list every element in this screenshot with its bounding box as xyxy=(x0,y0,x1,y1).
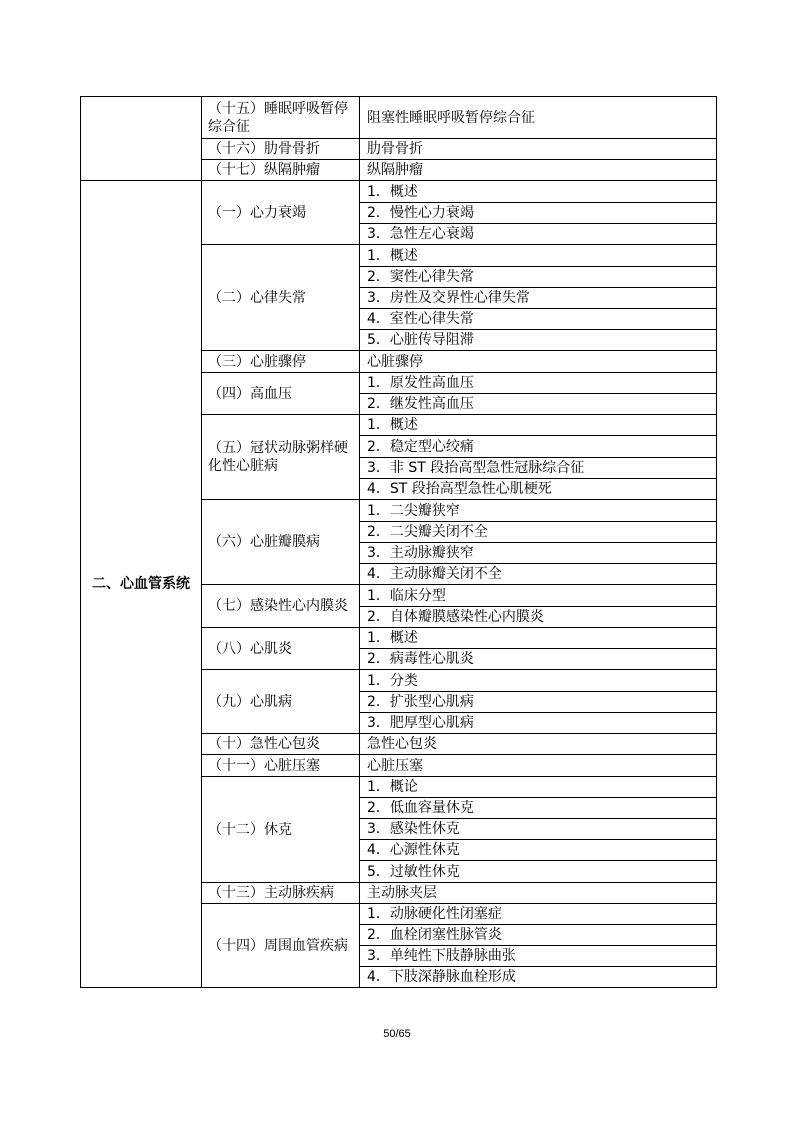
system-cell xyxy=(81,97,202,181)
item-cell: 4．下肢深静脉血栓形成 xyxy=(360,967,717,988)
topic-cell: （八）心肌炎 xyxy=(202,628,360,670)
item-cell: 1．概论 xyxy=(360,777,717,798)
item-cell: 3．单纯性下肢静脉曲张 xyxy=(360,946,717,967)
item-cell: 3．主动脉瓣狭窄 xyxy=(360,543,717,564)
item-cell: 4．ST 段抬高型急性心肌梗死 xyxy=(360,479,717,500)
item-cell: 1．二尖瓣狭窄 xyxy=(360,500,717,522)
item-cell: 3．房性及交界性心律失常 xyxy=(360,288,717,309)
item-cell: 2．继发性高血压 xyxy=(360,394,717,415)
item-cell: 2．扩张型心肌病 xyxy=(360,692,717,713)
item-cell: 1．概述 xyxy=(360,245,717,267)
item-cell: 1．概述 xyxy=(360,415,717,436)
system-cell: 二、心血管系统 xyxy=(81,181,202,988)
syllabus-table xyxy=(80,96,717,988)
table-row xyxy=(81,97,717,139)
topic-cell: （十六）肋骨骨折 xyxy=(202,139,360,160)
item-cell: 心脏压塞 xyxy=(360,755,717,777)
item-cell: 急性心包炎 xyxy=(360,734,717,755)
item-cell: 2．二尖瓣关闭不全 xyxy=(360,522,717,543)
topic-cell: （三）心脏骤停 xyxy=(202,351,360,373)
item-cell: 4．室性心律失常 xyxy=(360,309,717,330)
page-number: 50/65 xyxy=(383,1028,411,1040)
item-cell: 5．心脏传导阻滞 xyxy=(360,330,717,351)
item-cell: 阻塞性睡眠呼吸暂停综合征 xyxy=(360,97,717,139)
item-cell: 1．原发性高血压 xyxy=(360,373,717,394)
topic-cell: （二）心律失常 xyxy=(202,245,360,351)
topic-cell: （四）高血压 xyxy=(202,373,360,415)
item-cell: 1．临床分型 xyxy=(360,585,717,607)
item-cell: 肋骨骨折 xyxy=(360,139,717,160)
table-body xyxy=(81,97,717,988)
item-cell: 2．稳定型心绞痛 xyxy=(360,436,717,458)
item-cell: 3．急性左心衰竭 xyxy=(360,224,717,245)
item-cell: 1．概述 xyxy=(360,628,717,649)
item-cell: 2．病毒性心肌炎 xyxy=(360,649,717,670)
item-cell: 1．分类 xyxy=(360,670,717,692)
topic-cell: （十一）心脏压塞 xyxy=(202,755,360,777)
item-cell: 1．动脉硬化性闭塞症 xyxy=(360,904,717,925)
item-cell: 2．血栓闭塞性脉管炎 xyxy=(360,925,717,946)
topic-cell: （十二）休克 xyxy=(202,777,360,883)
topic-cell: （十）急性心包炎 xyxy=(202,734,360,755)
item-cell: 2．低血容量休克 xyxy=(360,798,717,819)
topic-cell: （五）冠状动脉粥样硬化性心脏病 xyxy=(202,415,360,500)
topic-cell: （一）心力衰竭 xyxy=(202,181,360,245)
item-cell: 心脏骤停 xyxy=(360,351,717,373)
item-cell: 2．自体瓣膜感染性心内膜炎 xyxy=(360,607,717,628)
topic-cell: （十七）纵隔肿瘤 xyxy=(202,160,360,181)
item-cell: 2．窦性心律失常 xyxy=(360,267,717,288)
topic-cell: （十三）主动脉疾病 xyxy=(202,883,360,904)
item-cell: 主动脉夹层 xyxy=(360,883,717,904)
item-cell: 纵隔肿瘤 xyxy=(360,160,717,181)
topic-cell: （六）心脏瓣膜病 xyxy=(202,500,360,585)
item-cell: 3．感染性休克 xyxy=(360,819,717,840)
topic-cell: （七）感染性心内膜炎 xyxy=(202,585,360,628)
item-cell: 3．肥厚型心肌病 xyxy=(360,713,717,734)
item-cell: 3．非 ST 段抬高型急性冠脉综合征 xyxy=(360,458,717,479)
item-cell: 5．过敏性休克 xyxy=(360,861,717,883)
table-row xyxy=(81,181,717,203)
item-cell: 4．主动脉瓣关闭不全 xyxy=(360,564,717,585)
topic-cell: （九）心肌病 xyxy=(202,670,360,734)
topic-cell: （十四）周围血管疾病 xyxy=(202,904,360,988)
item-cell: 1．概述 xyxy=(360,181,717,203)
item-cell: 4．心源性休克 xyxy=(360,840,717,861)
topic-cell: （十五）睡眠呼吸暂停综合征 xyxy=(202,97,360,139)
item-cell: 2．慢性心力衰竭 xyxy=(360,203,717,224)
